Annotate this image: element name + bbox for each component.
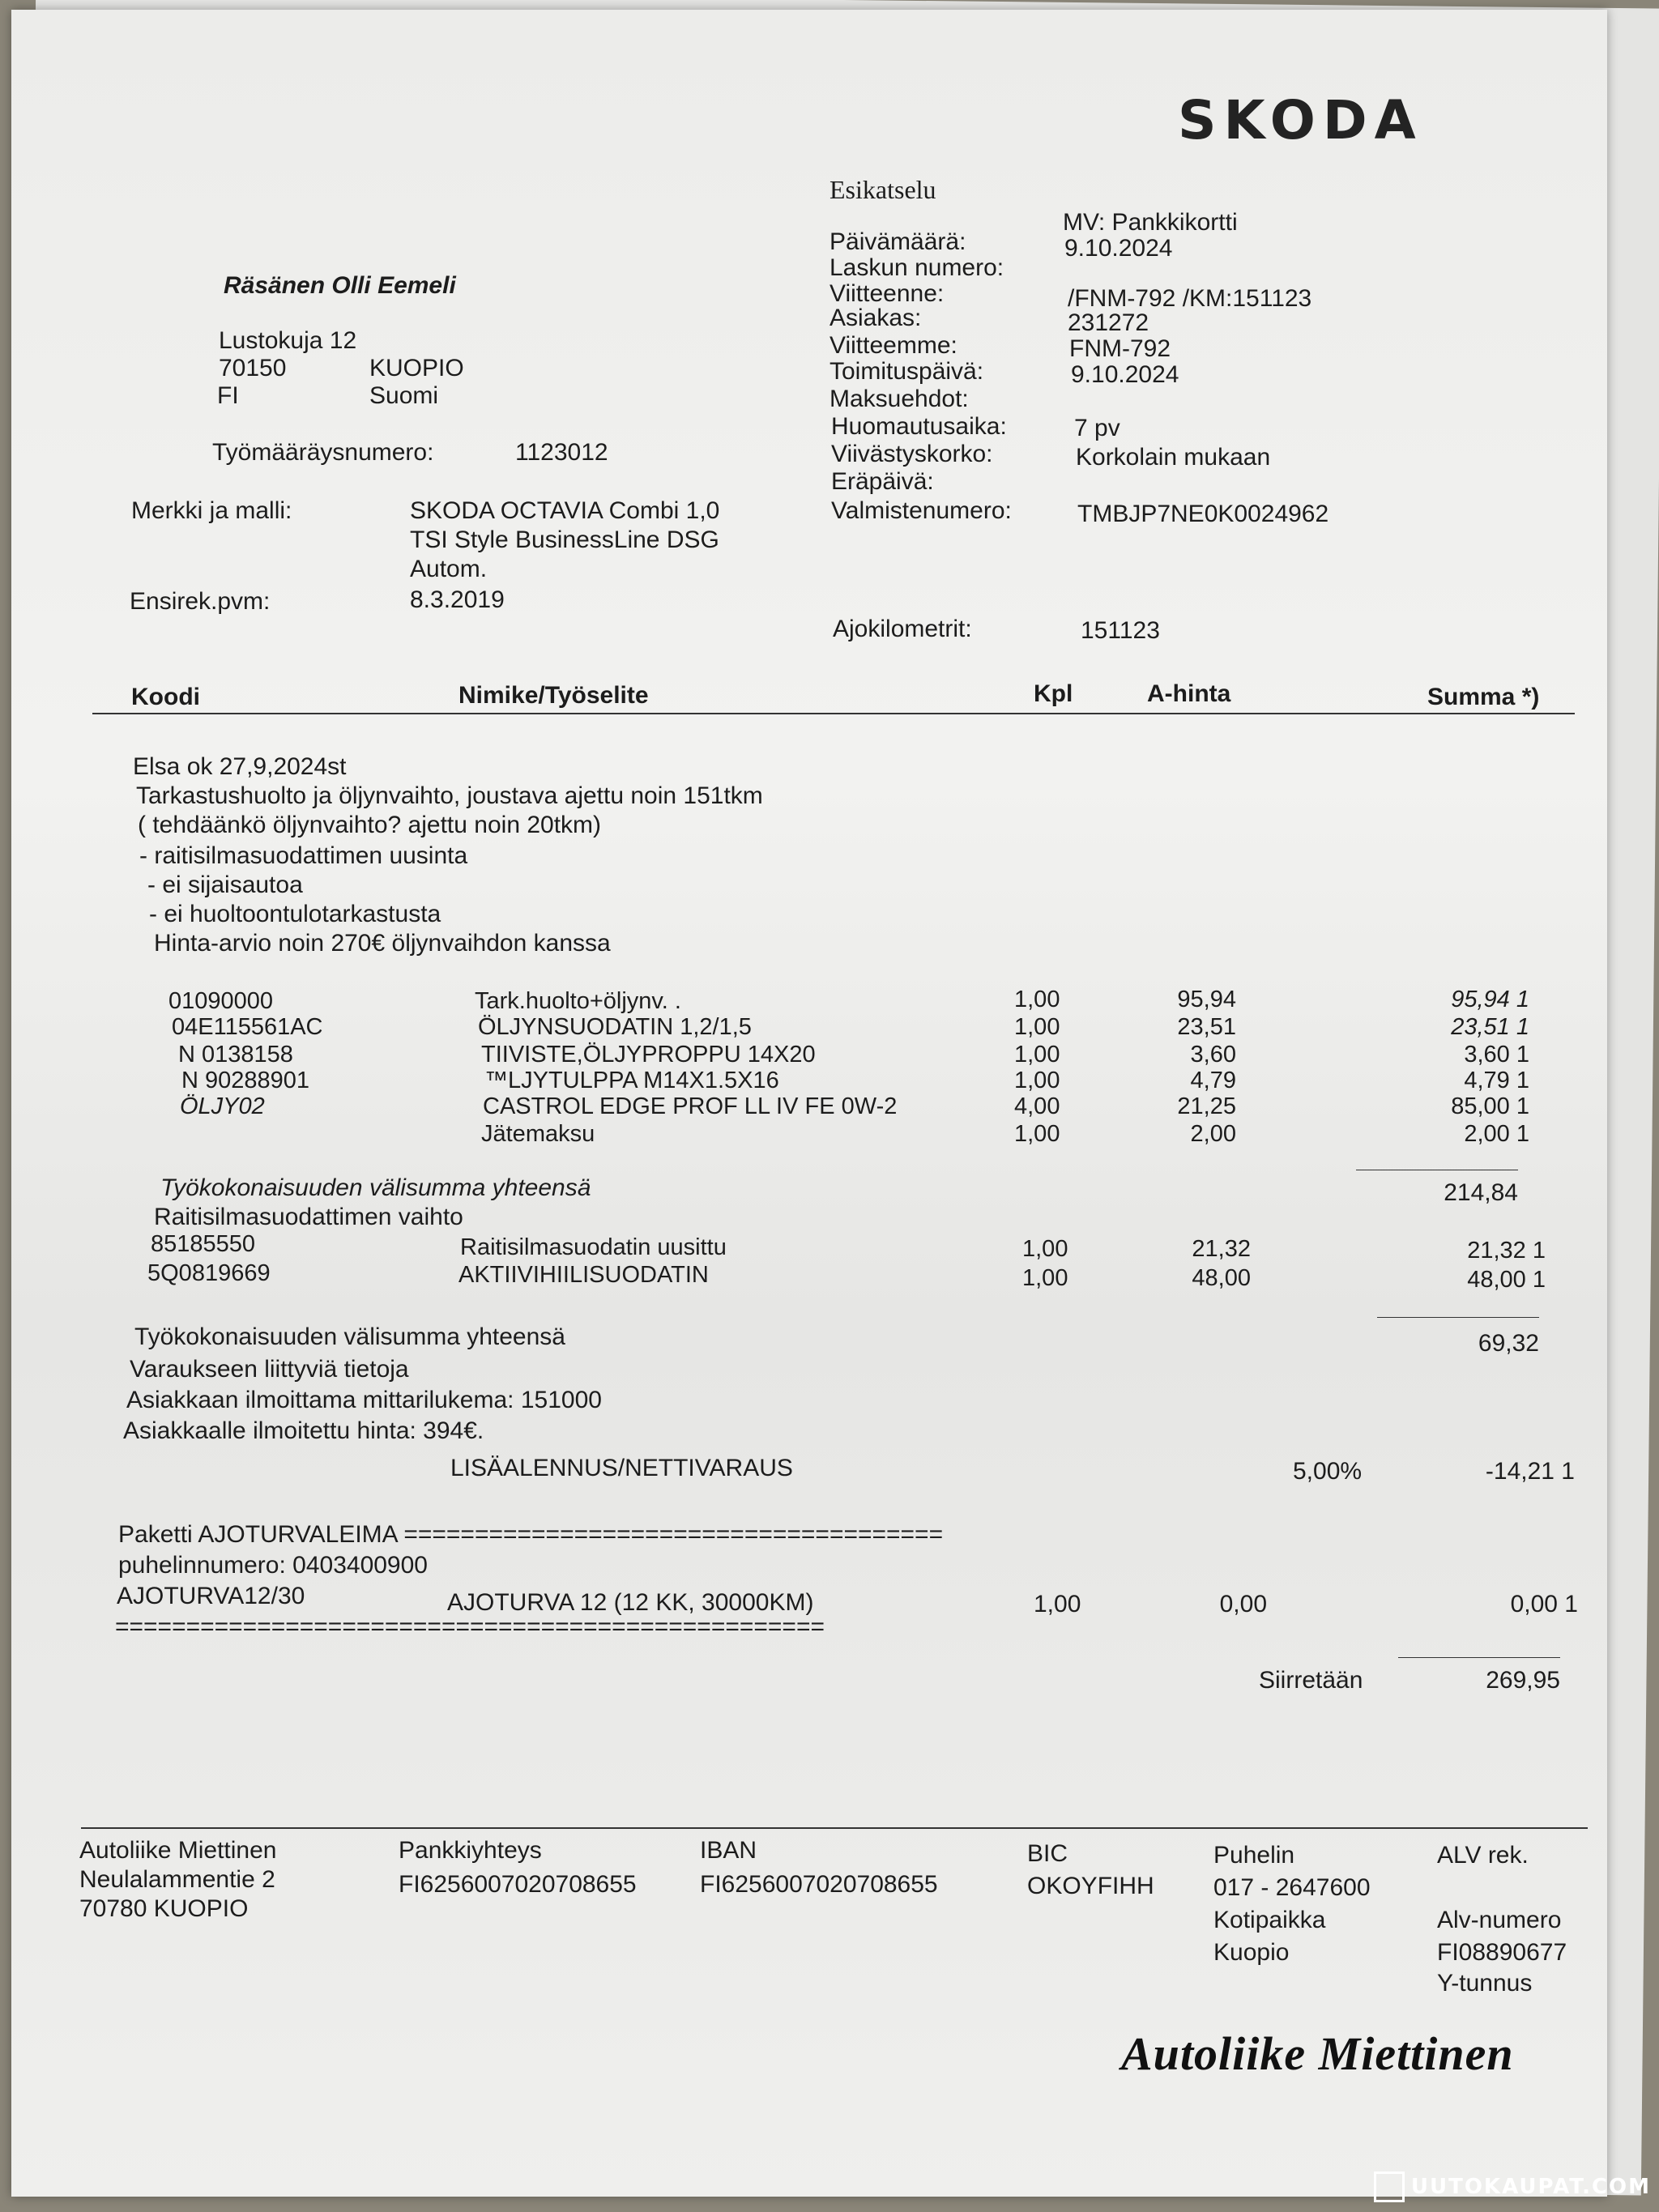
item-qty: 1,00: [1014, 1068, 1060, 1093]
item-code: N 90288901: [181, 1068, 310, 1093]
customer-name: Räsänen Olli Eemeli: [224, 272, 456, 299]
package-divider: ==================================================: [115, 1613, 825, 1640]
note-line: ( tehdäänkö öljynvaihto? ajettu noin 20tkm): [138, 812, 602, 838]
note-line: - ei huoltoontulotarkastusta: [149, 901, 441, 927]
vehicle-model-label: Merkki ja malli:: [131, 497, 292, 524]
column-header-name: Nimike/Työselite: [458, 682, 649, 709]
note-line: Hinta-arvio noin 270€ öljynvaihdon kanssa: [154, 930, 611, 957]
item-name: Tark.huolto+öljynv. .: [475, 988, 681, 1014]
meta-label-interest: Viivästyskorko:: [831, 441, 993, 467]
registration-label: Ensirek.pvm:: [130, 588, 271, 615]
footer-phone-label: Puhelin: [1213, 1842, 1295, 1869]
note-line: Elsa ok 27,9,2024st: [133, 753, 347, 780]
note-line: Tarkastushuolto ja öljynvaihto, joustava ajettu noin 151tkm: [136, 782, 763, 809]
item-unit-price: 2,00: [1190, 1121, 1236, 1147]
column-header-sum: Summa *): [1427, 684, 1540, 710]
note-line: - ei sijaisautoa: [147, 872, 303, 898]
footer-company-city: 70780 KUOPIO: [79, 1895, 249, 1922]
item-unit-price: 3,60: [1190, 1042, 1236, 1068]
item-qty: 4,00: [1014, 1093, 1060, 1119]
footer-vat-number-label: Alv-numero: [1437, 1907, 1562, 1933]
reservation-line: Varaukseen liittyviä tietoja: [130, 1356, 409, 1383]
subtotal-label: Työkokonaisuuden välisumma yhteensä: [134, 1323, 565, 1350]
customer-country: Suomi: [369, 382, 439, 409]
item-code: N 0138158: [178, 1042, 293, 1068]
work-order-value: 1123012: [515, 439, 608, 466]
item-sum: 23,51 1: [1451, 1014, 1529, 1040]
footer-home-value: Kuopio: [1213, 1939, 1290, 1966]
footer-phone-value: 017 - 2647600: [1213, 1874, 1371, 1901]
carry-label: Siirretään: [1259, 1667, 1363, 1694]
meta-label-vin: Valmistenumero:: [831, 497, 1012, 524]
package-price: 0,00: [1219, 1591, 1267, 1617]
skoda-logo: SKODA: [1178, 89, 1423, 151]
item-sum: 2,00 1: [1464, 1121, 1529, 1147]
meta-value-customer: 231272: [1068, 309, 1149, 336]
subtotal-label: Työkokonaisuuden välisumma yhteensä: [160, 1174, 591, 1201]
footer-home-label: Kotipaikka: [1213, 1907, 1326, 1933]
company-signature-logo: Autoliike Miettinen: [1121, 2027, 1514, 2080]
item-name: ÖLJYNSUODATIN 1,2/1,5: [478, 1014, 752, 1040]
meta-value-vin: TMBJP7NE0K0024962: [1077, 501, 1329, 527]
meta-label-your-reference: Viitteenne:: [830, 280, 945, 307]
footer-bank-label: Pankkiyhteys: [399, 1837, 542, 1864]
package-sum: 0,00 1: [1510, 1591, 1578, 1617]
invoice-document: [11, 10, 1607, 2197]
reservation-line: Asiakkaalle ilmoitettu hinta: 394€.: [123, 1417, 484, 1444]
item-name: ™LJYTULPPA M14X1.5X16: [484, 1068, 779, 1093]
vehicle-model-line-2: TSI Style BusinessLine DSG: [410, 526, 719, 553]
item-name: Raitisilmasuodatin uusittu: [460, 1234, 727, 1260]
footer-divider: [81, 1827, 1588, 1829]
meta-label-notice-period: Huomautusaika:: [831, 413, 1007, 440]
mileage-label: Ajokilometrit:: [833, 616, 972, 642]
item-name: Jätemaksu: [481, 1121, 595, 1147]
item-unit-price: 48,00: [1192, 1265, 1251, 1291]
vehicle-model-line-1: SKODA OCTAVIA Combi 1,0: [410, 497, 720, 524]
item-qty: 1,00: [1022, 1265, 1068, 1291]
item-code: 01090000: [168, 988, 274, 1014]
footer-bic-label: BIC: [1027, 1840, 1068, 1867]
mileage-value: 151123: [1081, 617, 1160, 644]
discount-name: LISÄALENNUS/NETTIVARAUS: [450, 1455, 793, 1481]
reservation-line: Asiakkaan ilmoittama mittarilukema: 151000: [126, 1387, 602, 1413]
footer-vat-number-value: FI08890677: [1437, 1939, 1567, 1966]
vehicle-model-line-3: Autom.: [410, 556, 488, 582]
item-code: 04E115561AC: [172, 1014, 323, 1040]
work-order-label: Työmääräysnumero:: [212, 439, 434, 466]
item-qty: 1,00: [1014, 1014, 1060, 1040]
item-code: ÖLJY02: [180, 1093, 265, 1119]
item-code: 5Q0819669: [147, 1260, 271, 1286]
item-sum: 3,60 1: [1464, 1042, 1529, 1068]
item-code: 85185550: [151, 1231, 256, 1257]
item-sum: 95,94 1: [1451, 987, 1529, 1012]
meta-value-interest: Korkolain mukaan: [1076, 444, 1271, 471]
meta-label-delivery-date: Toimituspäivä:: [830, 358, 984, 385]
item-qty: 1,00: [1014, 1042, 1060, 1068]
meta-value-delivery-date: 9.10.2024: [1071, 361, 1179, 388]
package-code: AJOTURVA12/30: [117, 1583, 305, 1609]
footer-iban-value: FI6256007020708655: [700, 1871, 938, 1898]
column-header-code: Koodi: [131, 684, 200, 710]
package-qty: 1,00: [1034, 1591, 1081, 1617]
item-sum: 85,00 1: [1451, 1093, 1529, 1119]
meta-value-your-reference: /FNM-792 /KM:151123: [1068, 285, 1312, 312]
preview-label: Esikatselu: [830, 175, 936, 204]
item-name: TIIVISTE,ÖLJYPROPPU 14X20: [481, 1042, 816, 1068]
footer-company-name: Autoliike Miettinen: [79, 1837, 277, 1864]
footer-company-street: Neulalammentie 2: [79, 1866, 275, 1893]
header-divider: [92, 713, 1575, 714]
meta-label-date: Päivämäärä:: [830, 228, 966, 255]
footer-bank-value: FI6256007020708655: [399, 1871, 637, 1898]
note-line: - raitisilmasuodattimen uusinta: [139, 842, 468, 869]
discount-sum: -14,21 1: [1485, 1458, 1575, 1485]
column-header-unit-price: A-hinta: [1147, 680, 1231, 707]
meta-label-due-date: Eräpäivä:: [831, 468, 934, 495]
meta-value-our-reference: FNM-792: [1069, 335, 1171, 362]
package-name: AJOTURVA 12 (12 KK, 30000KM): [447, 1589, 814, 1616]
item-qty: 1,00: [1014, 987, 1060, 1012]
item-sum: 4,79 1: [1464, 1068, 1529, 1093]
column-header-qty: Kpl: [1034, 680, 1073, 707]
subtotal-divider: [1377, 1317, 1539, 1318]
item-unit-price: 95,94: [1177, 987, 1236, 1012]
meta-label-our-reference: Viitteemme:: [830, 332, 957, 359]
customer-city: KUOPIO: [369, 355, 464, 381]
item-unit-price: 4,79: [1190, 1068, 1236, 1093]
customer-street: Lustokuja 12: [219, 327, 357, 354]
carry-divider: [1398, 1657, 1560, 1658]
item-qty: 1,00: [1014, 1121, 1060, 1147]
item-sum: 48,00 1: [1467, 1267, 1546, 1293]
customer-country-code: FI: [217, 382, 239, 409]
item-name: CASTROL EDGE PROF LL IV FE 0W-2: [483, 1093, 898, 1119]
carry-value: 269,95: [1486, 1667, 1560, 1694]
section-title: Raitisilmasuodattimen vaihto: [154, 1204, 463, 1230]
registration-date: 8.3.2019: [410, 586, 505, 613]
item-unit-price: 21,25: [1177, 1093, 1236, 1119]
meta-label-payment-terms: Maksuehdot:: [830, 386, 969, 412]
meta-label-invoice-number: Laskun numero:: [830, 254, 1004, 281]
item-qty: 1,00: [1022, 1236, 1068, 1262]
package-title: Paketti AJOTURVALEIMA ======================================: [118, 1521, 944, 1548]
subtotal-value: 69,32: [1478, 1330, 1539, 1357]
package-phone: puhelinnumero: 0403400900: [118, 1552, 428, 1579]
subtotal-value: 214,84: [1444, 1179, 1518, 1206]
payment-method: MV: Pankkikortti: [1063, 209, 1238, 236]
customer-postcode: 70150: [219, 355, 287, 381]
meta-label-customer: Asiakas:: [830, 305, 922, 331]
footer-bic-value: OKOYFIHH: [1027, 1873, 1154, 1899]
item-sum: 21,32 1: [1467, 1238, 1546, 1264]
item-unit-price: 23,51: [1177, 1014, 1236, 1040]
site-watermark: [1374, 2172, 1651, 2202]
footer-iban-label: IBAN: [700, 1837, 757, 1864]
watermark-icon: [1374, 2172, 1405, 2202]
footer-ytunnus-label: Y-tunnus: [1437, 1970, 1533, 1997]
watermark-text: UUTOKAUPAT.COM: [1410, 2175, 1651, 2199]
footer-vat-label: ALV rek.: [1437, 1842, 1529, 1869]
meta-value-notice-period: 7 pv: [1074, 415, 1120, 441]
item-name: AKTIIVIHIILISUODATIN: [458, 1262, 709, 1288]
item-unit-price: 21,32: [1192, 1236, 1251, 1262]
discount-percent: 5,00%: [1293, 1458, 1363, 1485]
meta-value-date: 9.10.2024: [1064, 235, 1173, 262]
